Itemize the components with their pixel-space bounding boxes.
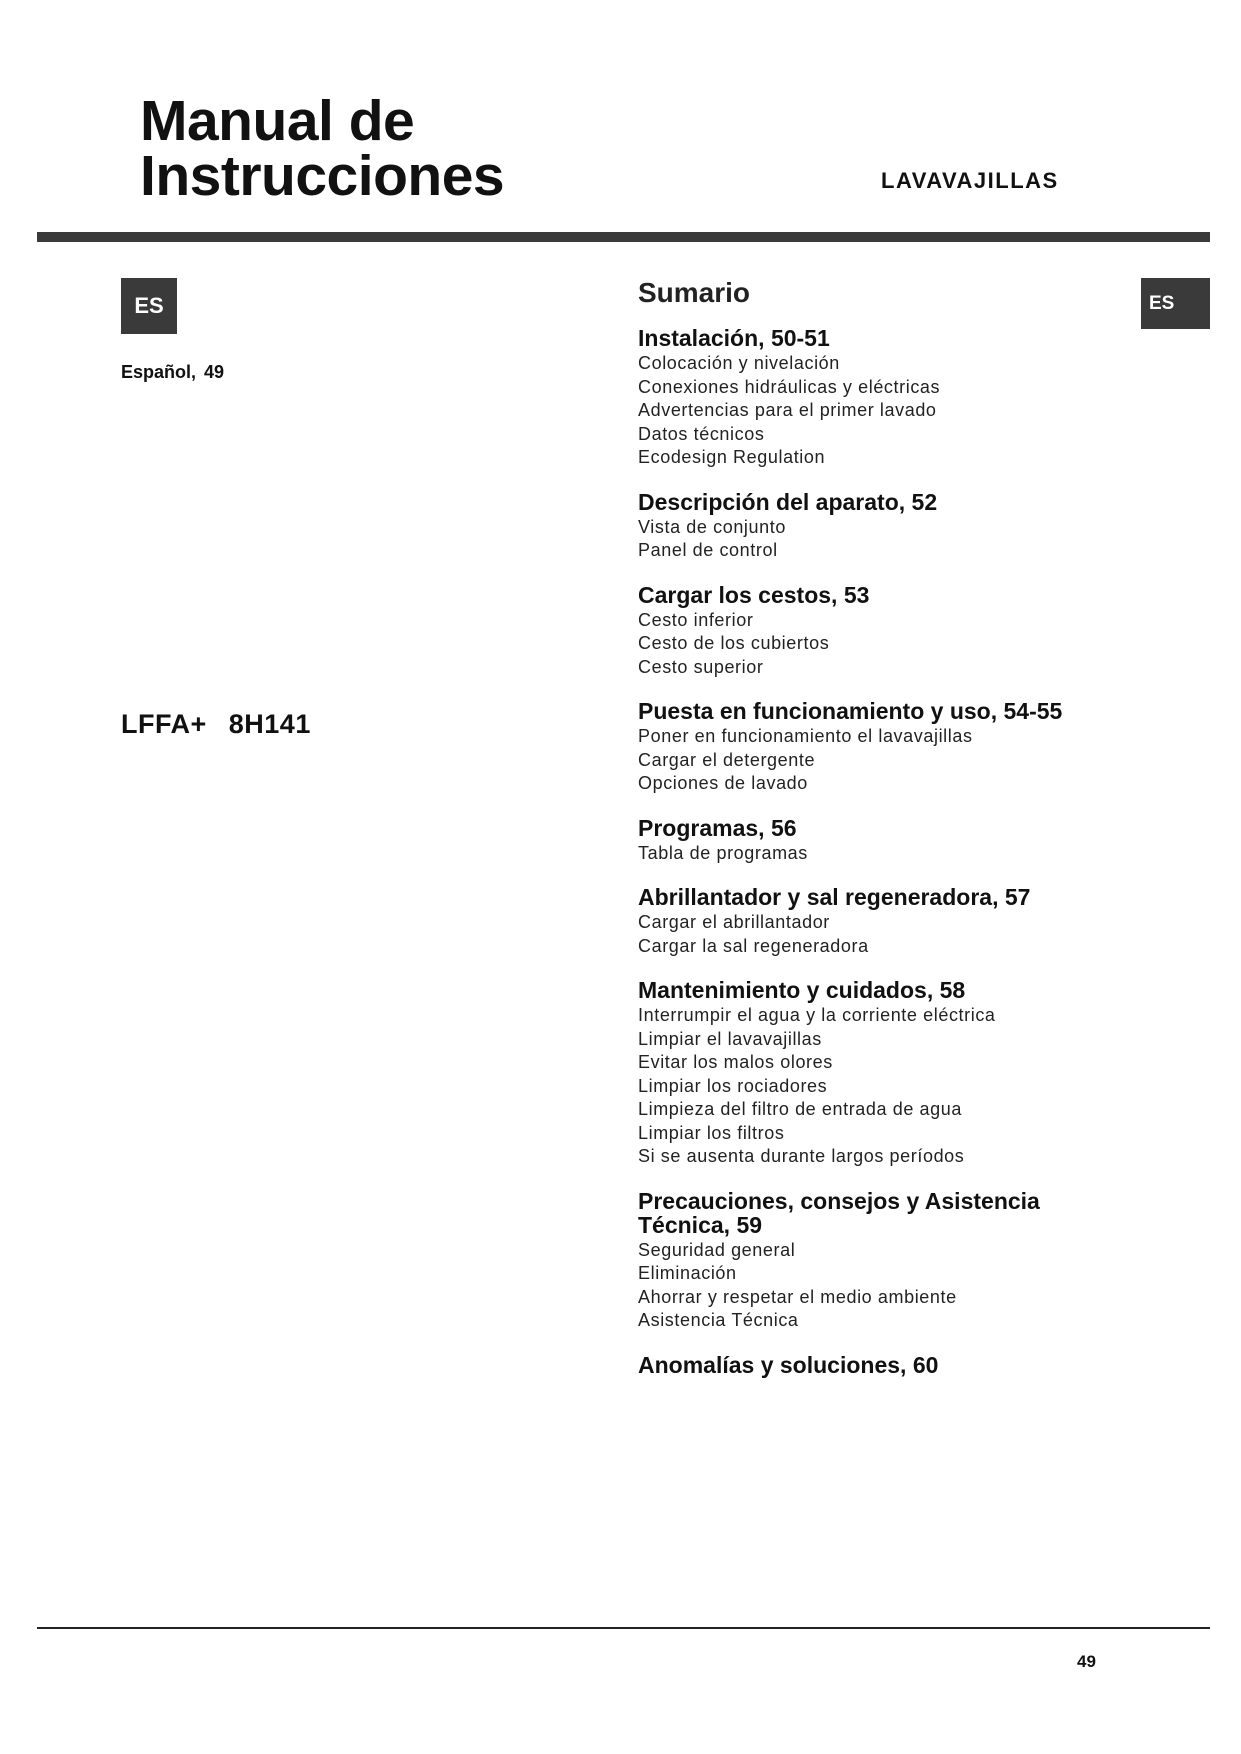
toc-section — [638, 1353, 1108, 1377]
language-badge-left: ES — [121, 278, 177, 334]
title-line-2: Instrucciones — [140, 144, 505, 208]
model-code: 8H141 — [228, 709, 311, 739]
toc-section-title — [638, 885, 1108, 909]
toc-item: Cesto de los cubiertos — [638, 633, 830, 653]
language-reference — [121, 362, 224, 383]
toc-section-title — [638, 326, 1108, 350]
toc-section-title — [638, 1189, 1108, 1237]
toc-section-title — [638, 816, 1108, 840]
toc-item: Conexiones hidráulicas y eléctricas — [638, 376, 941, 397]
toc-section-page: , 56 — [758, 815, 796, 841]
toc-section-title-text: Cargar los cestos — [638, 581, 832, 608]
toc-section-title-text: Instalación — [638, 325, 759, 351]
toc-item: Cargar el abrillantador — [638, 912, 830, 932]
toc-section-page: , 59 — [724, 1212, 762, 1238]
language-label: Español, — [121, 362, 197, 382]
toc-item: Eliminación — [638, 1263, 737, 1283]
toc-section-title — [638, 490, 1108, 514]
toc-section-title-text: Mantenimiento y cuidados — [638, 977, 927, 1003]
model-name — [121, 709, 311, 740]
toc-item: Datos técnicos — [638, 423, 765, 444]
toc-item: Asistencia Técnica — [638, 1310, 799, 1330]
toc-item: Ecodesign Regulation — [638, 447, 826, 467]
toc-item: Ahorrar y respetar el medio ambiente — [638, 1286, 957, 1307]
toc-item: Colocación y nivelación — [638, 353, 840, 373]
toc-item: Panel de control — [638, 540, 778, 560]
table-of-contents — [638, 276, 1108, 1397]
toc-section-page: , 57 — [992, 884, 1030, 910]
toc-section-page: , 60 — [900, 1352, 938, 1378]
page-title — [140, 89, 505, 208]
toc-section-title-text: Programas — [638, 814, 759, 841]
footer-divider — [37, 1627, 1210, 1629]
toc-item: Seguridad general — [638, 1239, 796, 1260]
toc-item: Si se ausenta durante largos períodos — [638, 1146, 965, 1166]
toc-section — [638, 699, 1108, 796]
toc-item: Cesto inferior — [638, 609, 754, 630]
product-category: LAVAVAJILLAS — [881, 168, 1059, 193]
toc-item: Interrumpir el agua y la corriente eléctrica — [638, 1005, 996, 1025]
toc-section — [638, 978, 1108, 1169]
toc-section-title — [638, 1353, 1108, 1377]
toc-section-title-text: Puesta en funcionamiento y uso — [638, 698, 991, 724]
toc-item: Vista de conjunto — [638, 516, 786, 537]
toc-section-title-text: Anomalías y soluciones — [638, 1351, 901, 1378]
toc-item: Cargar la sal regeneradora — [638, 935, 869, 956]
toc-title: Sumario — [638, 277, 751, 308]
toc-sections — [638, 326, 1108, 1377]
model-prefix: LFFA+ — [121, 709, 207, 739]
toc-section-page: , 53 — [831, 582, 869, 608]
toc-item: Limpiar los rociadores — [638, 1075, 828, 1096]
toc-section-title-text: Descripción del aparato — [638, 488, 899, 515]
toc-section-title-text: Precauciones, consejos y Asistencia Técnica — [638, 1187, 1040, 1238]
toc-section-page: , 50-51 — [758, 325, 830, 351]
toc-section — [638, 885, 1108, 958]
toc-section-page: , 58 — [927, 977, 965, 1003]
toc-item: Advertencias para el primer lavado — [638, 400, 937, 420]
toc-item: Evitar los malos olores — [638, 1052, 833, 1072]
toc-section-title-text: Abrillantador y sal regeneradora — [638, 884, 993, 910]
language-page: 49 — [204, 362, 225, 382]
header-divider — [37, 232, 1210, 242]
toc-item: Opciones de lavado — [638, 773, 808, 793]
toc-section-title — [638, 583, 1108, 607]
title-line-1: Manual de — [140, 89, 415, 153]
language-badge-right: ES — [1141, 278, 1210, 329]
toc-section-title — [638, 978, 1108, 1002]
toc-section — [638, 490, 1108, 563]
toc-section-title — [638, 699, 1108, 723]
toc-section — [638, 583, 1108, 680]
toc-section-page: , 54-55 — [991, 698, 1063, 724]
toc-section — [638, 816, 1108, 866]
toc-item: Cargar el detergente — [638, 749, 816, 770]
toc-item: Tabla de programas — [638, 842, 808, 863]
toc-item: Limpieza del filtro de entrada de agua — [638, 1099, 963, 1119]
toc-item: Poner en funcionamiento el lavavajillas — [638, 726, 973, 746]
page-number: 49 — [1077, 1652, 1096, 1671]
toc-section — [638, 326, 1108, 470]
toc-item: Limpiar los filtros — [638, 1122, 785, 1143]
toc-item: Limpiar el lavavajillas — [638, 1028, 822, 1049]
toc-section — [638, 1189, 1108, 1333]
toc-section-page: , 52 — [899, 489, 937, 515]
toc-item: Cesto superior — [638, 656, 764, 677]
